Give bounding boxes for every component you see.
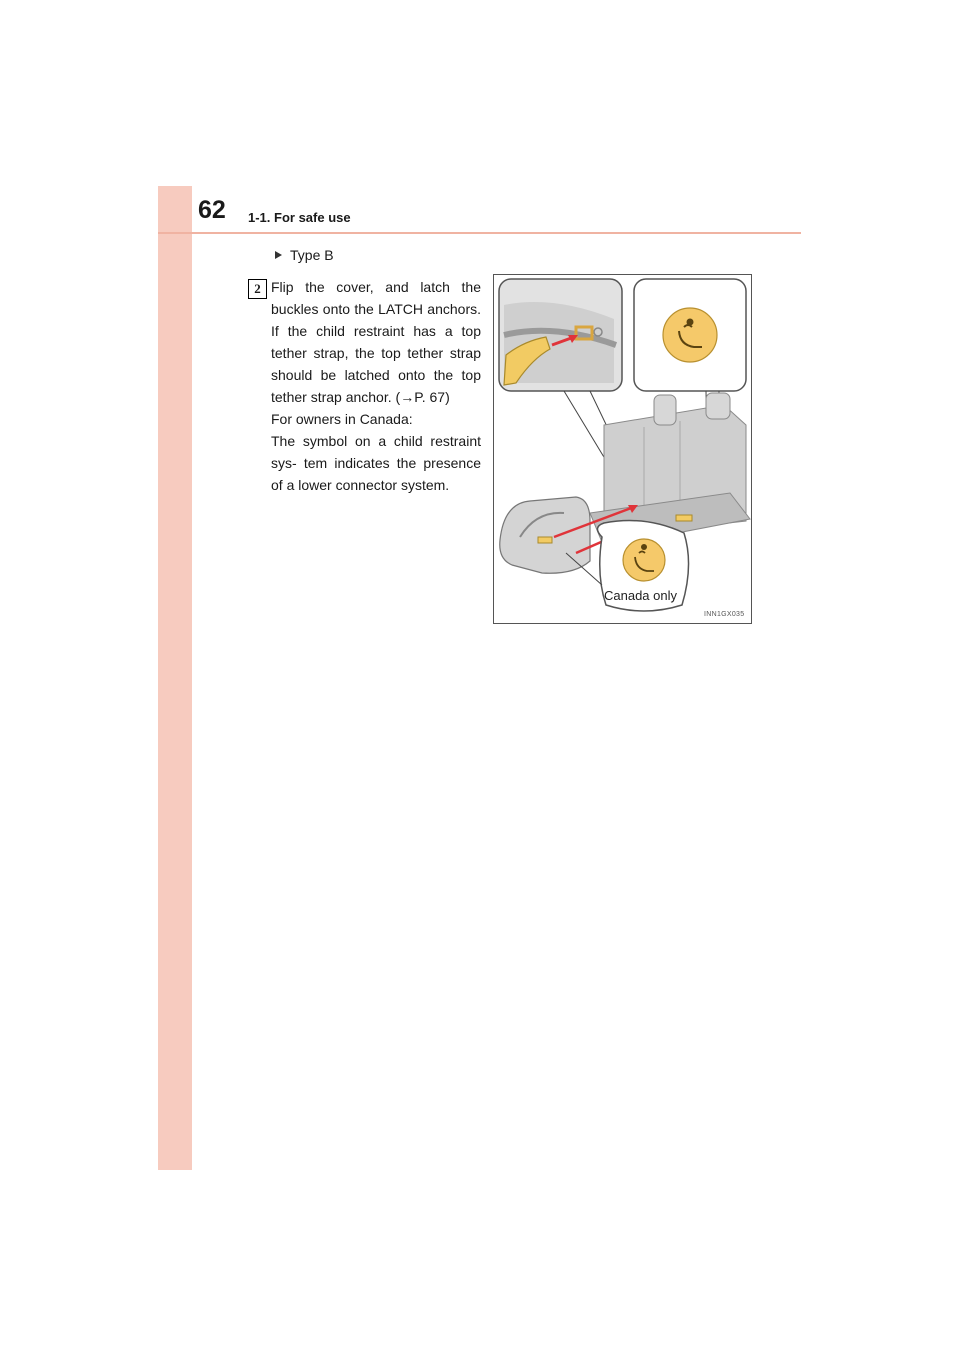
side-margin-band bbox=[158, 186, 192, 1170]
page-number: 62 bbox=[198, 196, 226, 224]
headrest bbox=[706, 393, 730, 419]
canada-note: For owners in Canada: The symbol on a child restraint sys- tem indicates the presence of a lower connector system. bbox=[271, 411, 481, 493]
type-label: Type B bbox=[290, 247, 334, 263]
illustration-svg bbox=[494, 275, 751, 623]
triangle-bullet-icon bbox=[275, 251, 282, 259]
type-heading bbox=[275, 247, 334, 263]
section-title: 1-1. For safe use bbox=[248, 210, 351, 225]
anchor-cover bbox=[676, 515, 692, 521]
figure-code: INN1GX035 bbox=[704, 611, 745, 618]
step-instruction: Flip the cover, and latch the buckles onto the LATCH anchors. If the child restraint has a top tether strap, the top tether strap should be latched onto the top tether strap anchor. (→P. 67) bbox=[271, 279, 482, 405]
step-number-badge: 2 bbox=[248, 279, 267, 299]
child-seat-symbol-icon bbox=[663, 308, 717, 362]
figure-caption: Canada only bbox=[604, 588, 677, 603]
page-reference[interactable]: (→P. 67) bbox=[395, 389, 450, 405]
header-rule bbox=[158, 232, 801, 234]
latch-anchor-illustration bbox=[493, 274, 752, 624]
headrest bbox=[654, 395, 676, 425]
